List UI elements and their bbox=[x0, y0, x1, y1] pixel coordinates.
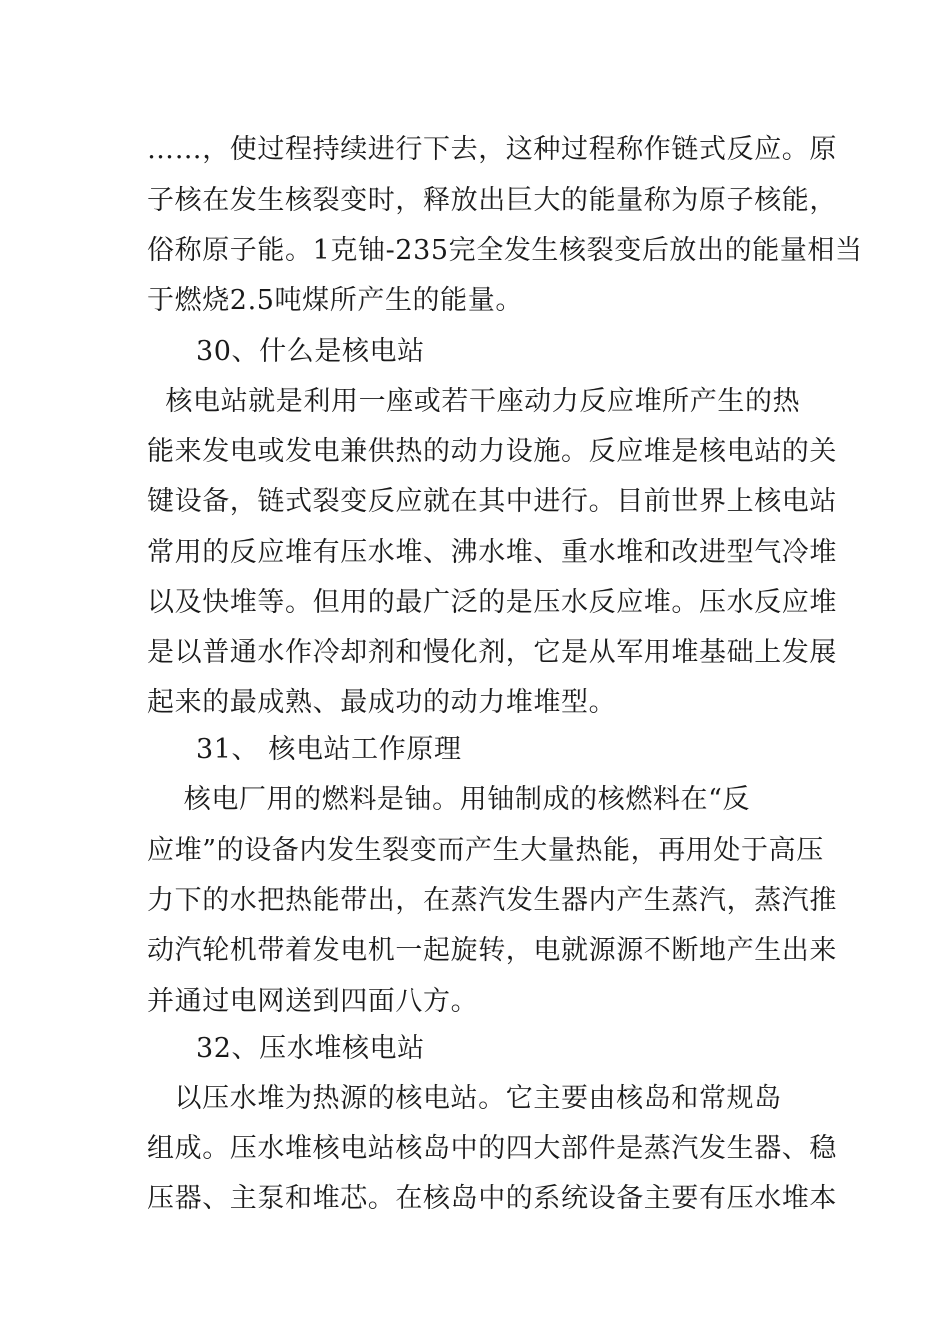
text-line: 应堆”的设备内发生裂变而产生大量热能，再用处于高压 bbox=[147, 835, 824, 866]
text-line: 常用的反应堆有压水堆、沸水堆、重水堆和改进型气冷堆 bbox=[147, 537, 837, 568]
section-heading: 32、压水堆核电站 bbox=[196, 1033, 425, 1064]
text-line: 核电厂用的燃料是铀。用铀制成的核燃料在“反 bbox=[147, 784, 751, 815]
text-line: 压器、主泵和堆芯。在核岛中的系统设备主要有压水堆本 bbox=[147, 1183, 837, 1214]
text-line: 并通过电网送到四面八方。 bbox=[147, 986, 479, 1017]
text-line: 是以普通水作冷却剂和慢化剂，它是从军用堆基础上发展 bbox=[147, 637, 837, 668]
text-line: 键设备，链式裂变反应就在其中进行。目前世界上核电站 bbox=[147, 486, 837, 517]
text-line: 以及快堆等。但用的最广泛的是压水反应堆。压水反应堆 bbox=[147, 587, 837, 618]
section-heading: 31、 核电站工作原理 bbox=[196, 734, 462, 765]
text-line: 核电站就是利用一座或若干座动力反应堆所产生的热 bbox=[147, 386, 801, 417]
text-line: 起来的最成熟、最成功的动力堆堆型。 bbox=[147, 687, 617, 718]
text-line: 子核在发生核裂变时，释放出巨大的能量称为原子核能， bbox=[147, 185, 837, 216]
section-heading: 30、什么是核电站 bbox=[196, 336, 425, 367]
text-line: 组成。压水堆核电站核岛中的四大部件是蒸汽发生器、稳 bbox=[147, 1133, 837, 1164]
text-line: ……，使过程持续进行下去，这种过程称作链式反应。原 bbox=[147, 134, 837, 165]
text-line: 于燃烧2.5吨煤所产生的能量。 bbox=[147, 285, 523, 316]
text-line: 俗称原子能。1克铀-235完全发生核裂变后放出的能量相当 bbox=[147, 235, 863, 266]
text-line: 能来发电或发电兼供热的动力设施。反应堆是核电站的关 bbox=[147, 436, 837, 467]
text-line: 动汽轮机带着发电机一起旋转，电就源源不断地产生出来 bbox=[147, 935, 837, 966]
text-line: 力下的水把热能带出，在蒸汽发生器内产生蒸汽，蒸汽推 bbox=[147, 885, 837, 916]
text-line: 以压水堆为热源的核电站。它主要由核岛和常规岛 bbox=[147, 1083, 782, 1114]
